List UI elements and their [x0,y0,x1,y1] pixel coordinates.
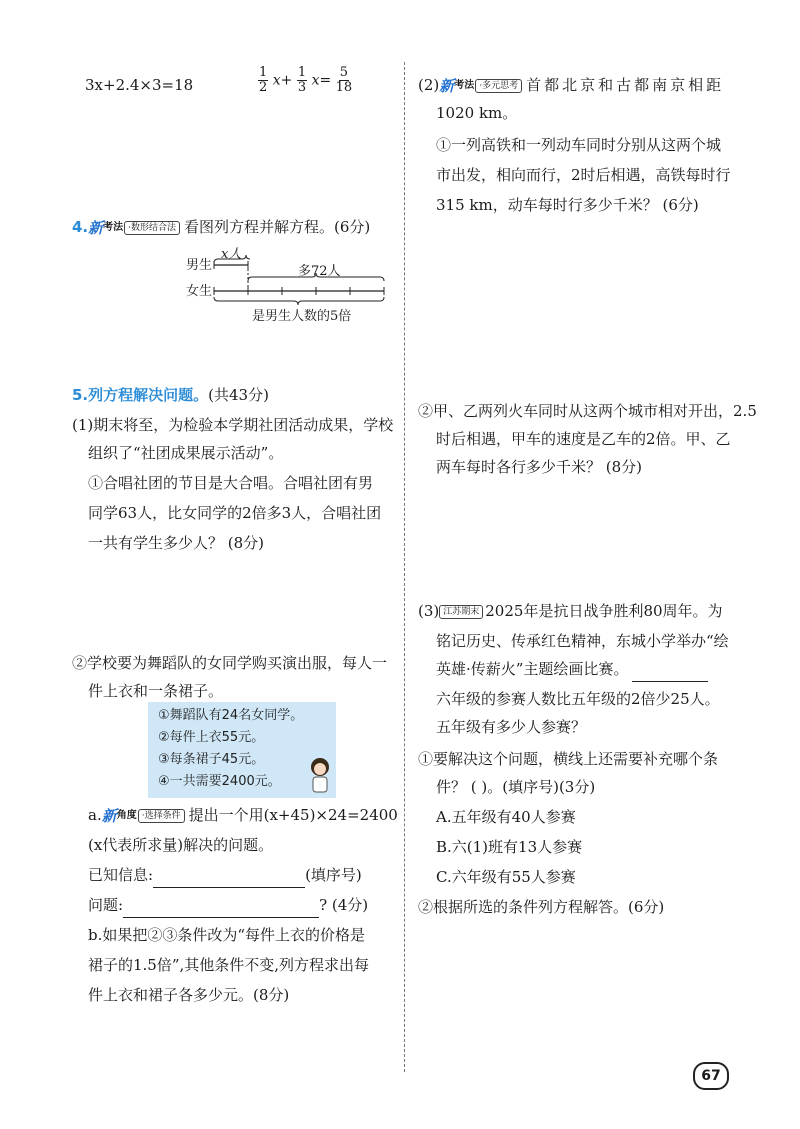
times-label: 是男生人数的5倍 [252,309,352,324]
cartoon-character-icon [308,756,332,794]
info-line-1: ①舞蹈队有24名女同学。 [158,708,304,723]
q5-2-part2-line-3: 两车每时各行多少千米？ (8分) [436,458,643,476]
q5-1-part2-line-2: 件上衣和一条裙子。 [88,682,224,700]
new-method-badge: 新 考法 ·数形结合法 [88,215,180,241]
q5-1-part1-line-3: 一共有学生多少人？ (8分) [88,534,265,552]
q5-3-line-3: 六年级的参赛人数比五年级的2倍少25人。 [436,690,720,708]
info-line-3: ③每条裙子45元。 [158,752,265,767]
question-4-header: 4. 新 考法 ·数形结合法 看图列方程并解方程。(6分) [72,214,370,241]
info-line-2: ②每件上衣55元。 [158,730,265,745]
question-5-header: 5.列方程解决问题。(共43分) [72,386,269,404]
q5-1-a-line-1: a. 新 角度 ·选择条件 提出一个用(x+45)×24=2400 [88,802,398,829]
option-c[interactable]: C.六年级有55人参赛 [436,868,576,886]
q5-3-header: (3) 江苏期末 2025年是抗日战争胜利80周年。为 [418,602,723,620]
q5-3-line-4: 五年级有多少人参赛？ [436,718,587,736]
q5-2-part1-line-2: 市出发，相向而行，2时后相遇，高铁每时行 [436,166,731,184]
more-label: 多72人 [298,264,341,279]
q5-3-line-2: 英雄·传薪火”主题绘画比赛。 [436,656,708,682]
q5-2-part1-line-3: 315 km，动车每时行多少千米？ (6分) [436,196,699,214]
jiangsu-final-badge: 江苏期末 [439,605,483,619]
q5-1-b-line-2: 裙子的1.5倍”,其他条件不变,列方程求出每 [88,956,370,974]
q5-2-header: (2) 新 考法 ·多元思考 首都北京和古都南京相距 [418,72,724,99]
q5-3-line-1: 铭记历史、传承红色精神，东城小学举办“绘 [436,632,729,650]
q5-1-part2-line-1: ②学校要为舞蹈队的女同学购买演出服，每人一 [72,654,388,672]
known-info-blank[interactable] [153,887,305,888]
new-method-badge-2: 新 考法 ·多元思考 [439,73,522,99]
x-label: x人 [221,247,242,262]
q5-1-line-1: (1)期末将至，为检验本学期社团活动成果，学校 [72,416,394,434]
equation-2: $\frac{1}{2}$ x+ $\frac{1}{3}$ x= $\frac{5}{18}$ [259,65,353,95]
q5-2-part2-line-2: 时后相遇，甲车的速度是乙车的2倍。甲、乙 [436,430,731,448]
q5-2-part2-line-1: ②甲、乙两列火车同时从这两个城市相对开出，2.5 [418,402,757,420]
girls-label: 女生 [186,284,213,299]
condition-blank[interactable] [632,681,708,682]
column-divider [404,62,405,1072]
option-b[interactable]: B.六(1)班有13人参赛 [436,838,583,856]
q5-2-distance: 1020 km。 [436,104,518,122]
q5-1-line-2: 组织了“社团成果展示活动”。 [88,444,284,462]
question-row: 问题: ? (4分) [88,892,368,918]
info-line-4: ④一共需要2400元。 [158,774,281,789]
new-angle-badge: 新 角度 ·选择条件 [102,803,185,829]
q5-2-part1-line-1: ①一列高铁和一列动车同时分别从这两个城 [436,136,722,154]
info-box [148,702,336,798]
page-number: 67 [693,1062,729,1090]
q5-1-b-line-1: b.如果把②③条件改为“每件上衣的价格是 [88,926,366,944]
q5-1-part1-line-2: 同学63人，比女同学的2倍多3人，合唱社团 [88,504,382,522]
q5-3-q1-line-2: 件？ ( )。(填序号)(3分) [436,778,596,796]
option-a[interactable]: A.五年级有40人参赛 [436,808,576,826]
q5-3-q2: ②根据所选的条件列方程解答。(6分) [418,898,665,916]
q5-1-a-line-2: (x代表所求量)解决的问题。 [88,836,274,854]
known-info-row: 已知信息: (填序号) [88,862,362,888]
boys-label: 男生 [186,258,213,273]
q5-1-part1-line-1: ①合唱社团的节目是大合唱。合唱社团有男 [88,474,374,492]
q5-1-b-line-3: 件上衣和裙子各多少元。(8分) [88,986,290,1004]
question-blank[interactable] [123,917,319,918]
diagram-lines [180,245,400,325]
equation-1: 3x+2.4×3=18 [85,76,194,94]
q5-3-q1-line-1: ①要解决这个问题，横线上还需要补充哪个条 [418,750,719,768]
segment-diagram [180,245,400,325]
